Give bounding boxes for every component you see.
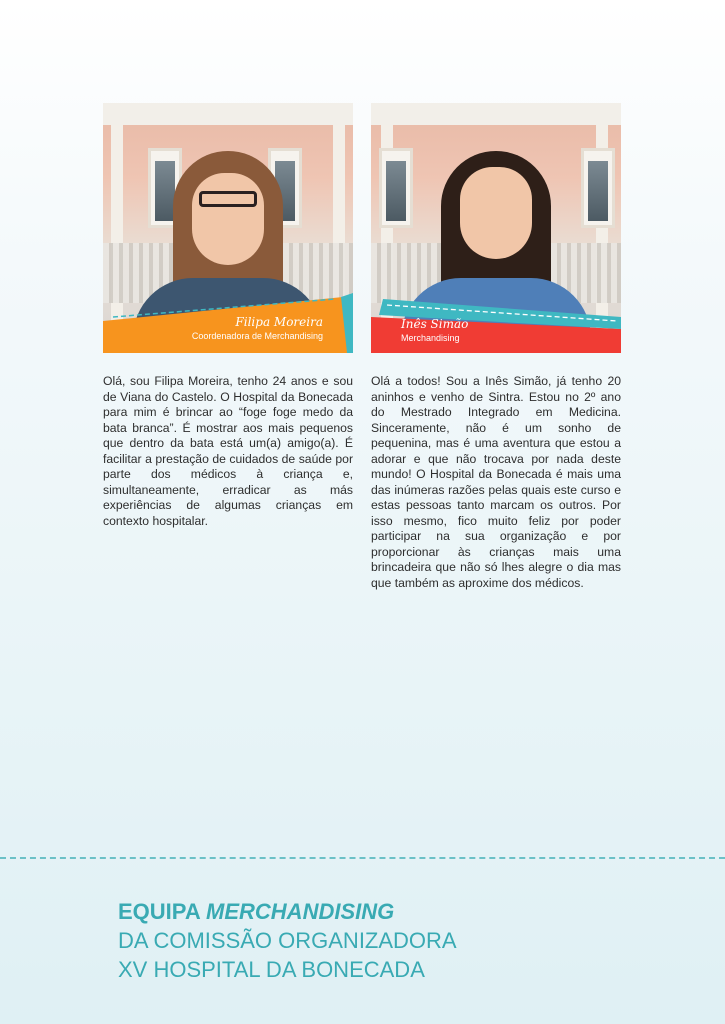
title-prefix: EQUIPA: [118, 899, 207, 924]
title-line-1: [118, 897, 457, 926]
dashed-divider: [0, 857, 725, 859]
member-role: Coordenadora de Merchandising: [191, 331, 323, 341]
member-bio-filipa: Olá, sou Filipa Moreira, tenho 24 anos e sou de Viana do Castelo. O Hospital da Bonecada para mim é brincar ao “foge foge medo da bata branca”. É mostrar aos mais pequenos que dentro da bata está um(a) amigo(a). É facilitar a prestação de cuidados de saúde por parte dos médicos à criança e, simultaneamente, erradicar as más experiências de algumas crianças em contexto hospitalar.: [103, 374, 353, 528]
name-banner: [371, 283, 621, 353]
section-title: [118, 897, 457, 984]
member-photo-ines: [371, 103, 621, 353]
title-line-2: DA COMISSÃO ORGANIZADORA: [118, 928, 457, 953]
title-line-3: XV HOSPITAL DA BONECADA: [118, 957, 425, 982]
member-name: Inês Simão: [401, 317, 469, 331]
title-emphasis: MERCHANDISING: [206, 899, 395, 924]
member-photo-filipa: [103, 103, 353, 353]
member-bio-ines: Olá a todos! Sou a Inês Simão, já tenho 20 aninhos e venho de Sintra. Estou no 2º ano do Mestrado Integrado em Medicina. Sinceramente, não é um sonho de pequenina, mas é uma aventura que estou a adorar e que não trocava por nada deste mundo! O Hospital da Bonecada é mais uma das inúmeras razões pelas quais este curso e estas pessoas tanto marcam os outros. Por isso mesmo, fico muito feliz por poder participar na sua organização e por proporcionar às crianças mais uma brincadeira que não só lhes alegre o dia mas que também as aproxime dos médicos.: [371, 374, 621, 590]
member-name: Filipa Moreira: [235, 315, 323, 329]
name-banner: [103, 283, 353, 353]
member-role: Merchandising: [401, 333, 460, 343]
